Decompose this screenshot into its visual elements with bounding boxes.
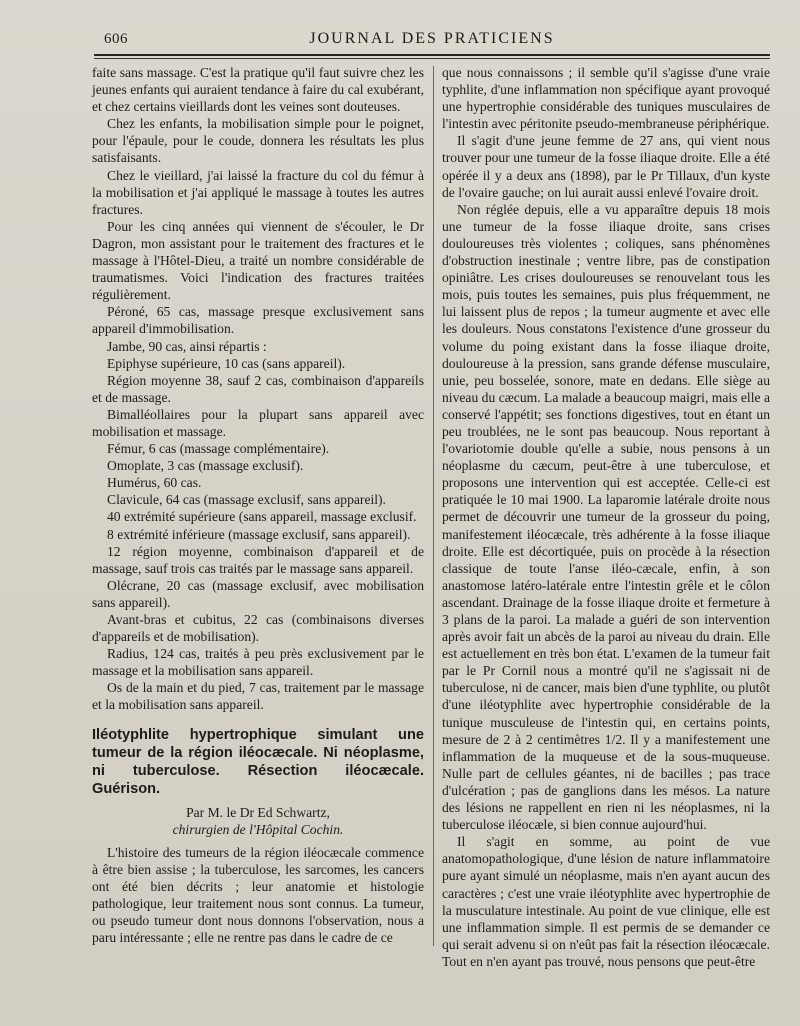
paragraph: Pour les cinq années qui viennent de s'écouler, le Dr Dagron, mon assistant pour le traitement des fractures et le massage à l'Hôtel-Dieu, a traité un nombre considérable de traumatismes. Voici l'indication des fractures traitées régulièrement. xyxy=(92,218,424,303)
paragraph: faite sans massage. C'est la pratique qu'il faut suivre chez les jeunes enfants qui auraient tendance à faire du cal exubérant, et chez certains vieillards dont les veines sont douteuses. xyxy=(92,65,424,115)
paragraph: Olécrane, 20 cas (massage exclusif, avec mobilisation sans appareil). xyxy=(92,577,424,610)
page-header xyxy=(92,28,772,52)
paragraph: Omoplate, 3 cas (massage exclusif). xyxy=(107,458,304,474)
paragraph: Il s'agit en somme, au point de vue anatomopathologique, d'une lésion de nature inflammatoire pure ayant simulé un néoplasme, mais n'en ayant aucun des caractères ; c'est une vraie iléotyphlite avec hypertrophie de la musculature intestinale. Au point de vue clinique, elle est une inflammation simple. Il est permis de se demander ce qui serait advenu si on n'eût pas fait la résection iléocæcale. Tout en n'en ayant pas trouvé, nous pensons que peut-être xyxy=(442,834,770,969)
paragraph: Région moyenne 38, sauf 2 cas, combinaison d'appareils et de massage. xyxy=(92,372,424,405)
paragraph: Il s'agit d'une jeune femme de 27 ans, qui vient nous trouver pour une tumeur de la fosse iliaque droite. Elle a été opérée il y a deux ans (1898), par le Pr Tillaux, d'un kyste de l'ovaire gauche; on lui aurait aussi enlevé l'ovaire droit. xyxy=(442,133,770,200)
paragraph: Jambe, 90 cas, ainsi répartis : xyxy=(107,338,267,354)
paragraph: 40 extrémité supérieure (sans appareil, massage exclusif. xyxy=(107,509,417,525)
left-column xyxy=(92,64,424,946)
paragraph: Os de la main et du pied, 7 cas, traitement par le massage et la mobilisation sans appareil. xyxy=(92,680,424,713)
paragraph: 12 région moyenne, combinaison d'appareil et de massage, sauf trois cas traités par le massage sans appareil. xyxy=(92,543,424,576)
paragraph: Chez les enfants, la mobilisation simple pour le poignet, pour l'épaule, pour le coude, donnera les résultats les plus satisfaisants. xyxy=(92,116,424,166)
header-rule-thin xyxy=(94,58,770,59)
paragraph: Radius, 124 cas, traités à peu près exclusivement par le massage et la mobilisation sans appareil. xyxy=(92,646,424,679)
paragraph: Clavicule, 64 cas (massage exclusif, sans appareil). xyxy=(107,492,386,508)
paragraph: Epiphyse supérieure, 10 cas (sans appareil). xyxy=(107,355,346,371)
paragraph: Péroné, 65 cas, massage presque exclusivement sans appareil d'immobilisation. xyxy=(92,304,424,337)
paragraph: Fémur, 6 cas (massage complémentaire). xyxy=(107,441,330,457)
header-rule xyxy=(94,54,770,56)
paragraph: Humérus, 60 cas. xyxy=(107,475,202,491)
paragraph: Non réglée depuis, elle a vu apparaître depuis 18 mois une tumeur de la fosse iliaque droite, sans crises douloureuses très violentes ; coliques, sans phénomènes d'obstruction inestinale ; ventre libre, pas de constipation opiniâtre. Les crises douloureuses se renouvelant tous les mois, puis toutes les semaines, puis plus fréquemment, ne lui laissent plus de repos ; la tumeur augmente et avec elle les douleurs. Nous constatons l'existence d'une grosseur du volume du poing existant dans la fosse iliaque droite, douloureuse à la pression, sans grande défense musculaire, unie, peu bosselée, sonore, mate en dedans. Elle siège au niveau du cæcum. La malade a beaucoup maigri, mais elle a conservé l'appétit; ses fonctions digestives, tout en étant un peu troublées, ne le sont pas beaucoup. Nous reportant à l'ovariotomie double qu'elle a subie, nous pensons à un néoplasme du cæcum, peut-être à une tuberculose, et proposons une intervention qui est acceptée. Celle-ci est pratiquée le 10 mai 1900. La laparomie latérale droite nous permet de découvrir une tumeur de la grosseur du poing, manifestement iléocæcale, très adhérente à la fosse iliaque droite. Elle est décortiquée, puis on procède à la résection classique de toute l'anse iléo-cæcale, enfin, à son anastomose latéro-latérale entre l'intestin grêle et le côlon ascendant. Drainage de la fosse iliaque droite et fermeture à 3 plans de la paroi. La malade a guéri de son intervention après avoir fait un abcès de la paroi au niveau du drain. Elle est actuellement en très bon état. L'examen de la tumeur fait par le Pr Cornil nous a montré qu'il ne s'agissait ni de tuberculose, ni de cancer, mais bien d'une typhlite, ou plutôt d'une iléotyphlite avec hypertrophie considérable de la tunique musculeuse de l'intestin qui, en certains points, mesure de 2 à 2 centimètres 1/2. Il y a manifestement une inflammation de la muqueuse et de la sous-muqueuse. Nulle part de cellules géantes, ni de bacilles ; pas trace d'ulcération ; pas de ganglions dans les mésos. La nature des lésions ne rappellent en rien ni les néoplasmes, ni la tuberculose iléocæle, si bien connue aujourd'hui. xyxy=(442,201,770,833)
right-column xyxy=(442,64,770,970)
journal-title: JOURNAL DES PRATICIENS xyxy=(309,30,555,47)
paragraph: Chez le vieillard, j'ai laissé la fracture du col du fémur à la mobilisation et j'ai appliqué le massage à toutes les autres fractures. xyxy=(92,167,424,217)
paragraph: L'histoire des tumeurs de la région iléocæcale commence à être bien assise ; la tuberculose, les sarcomes, les cancers ont été bien décrits ; leur anatomie et histologie pathologique, leur traitement nous sont connus. La tumeur, ou pseudo tumeur dont nous donnons l'observation, nous a paru intéressante ; elle ne rentre pas dans le cadre de ce xyxy=(92,844,424,946)
article-affiliation: chirurgien de l'Hôpital Cochin. xyxy=(172,821,344,837)
paragraph: 8 extrémité inférieure (massage exclusif, sans appareil). xyxy=(107,526,411,542)
paragraph: Bimalléollaires pour la plupart sans appareil avec mobilisation et massage. xyxy=(92,406,424,439)
column-divider xyxy=(433,66,434,946)
paragraph: Avant-bras et cubitus, 22 cas (combinaisons diverses d'appareils et de mobilisation). xyxy=(92,612,424,645)
page-number: 606 xyxy=(104,31,128,47)
article-title: Iléotyphlite hypertrophique simulant une tumeur de la région iléocæcale. Ni néoplasme, ni tuberculose. Résection iléocæcale. Guérison. xyxy=(92,726,424,797)
article-byline: Par M. le Dr Ed Schwartz, xyxy=(186,804,330,820)
paragraph: que nous connaissons ; il semble qu'il s'agisse d'une vraie typhlite, d'une inflammation non spécifique ayant provoqué une hypertrophie considérable des tuniques musculaires de l'intestin avec péritonite pseudo-membraneuse périphérique. xyxy=(442,65,770,132)
